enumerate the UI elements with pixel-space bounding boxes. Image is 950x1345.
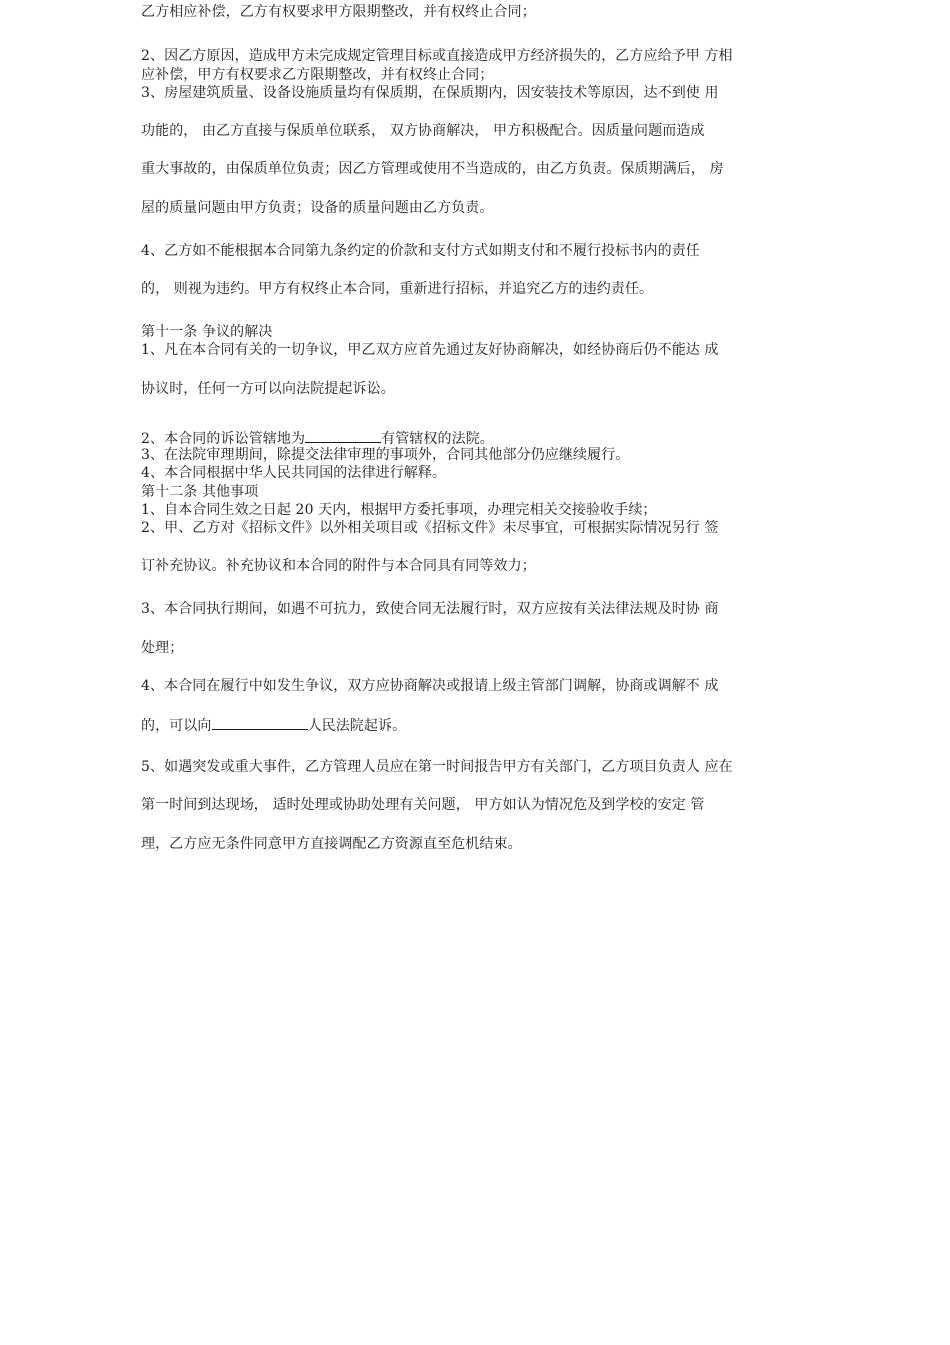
text-line: 2、因乙方原因，造成甲方未完成规定管理目标或直接造成甲方经济损失的，乙方应给予甲 方相 [141,48,733,64]
text-line: 3、在法院审理期间，除提交法律审理的事项外，合同其他部分仍应继续履行。 [141,447,630,463]
text-line: 3、本合同执行期间，如遇不可抗力，致使合同无法履行时，双方应按有关法律法规及时协 商 [141,601,719,617]
text-line: 屋的质量问题由甲方负责；设备的质量问题由乙方负责。 [141,200,494,216]
fill-blank [212,716,308,730]
text-fragment: 人民法院起诉。 [307,718,407,734]
text-line: 第一时间到达现场， 适时处理或协助处理有关问题， 甲方如认为情况危及到学校的安定 管 [141,797,705,813]
text-line [141,429,494,447]
text-line: 3、房屋建筑质量、设备设施质量均有保质期，在保质期内，因安装技术等原因，达不到使 用 [141,85,719,101]
text-line: 5、如遇突发或重大事件，乙方管理人员应在第一时间报告甲方有关部门，乙方项目负责人 应在 [141,759,733,775]
text-line: 订补充协议。补充协议和本合同的附件与本合同具有同等效力； [141,558,536,574]
text-line: 1、自本合同生效之日起 20 天内，根据甲方委托事项，办理完相关交接验收手续； [141,502,657,518]
section-heading: 第十二条 其他事项 [141,484,259,500]
text-line: 4、本合同在履行中如发生争议，双方应协商解决或报请上级主管部门调解，协商或调解不 成 [141,678,719,694]
text-line: 1、凡在本合同有关的一切争议，甲乙双方应首先通过友好协商解决，如经协商后仍不能达 成 [141,342,719,358]
text-line: 乙方相应补偿，乙方有权要求甲方限期整改，并有权终止合同； [141,4,536,20]
text-line: 的， 则视为违约。甲方有权终止本合同，重新进行招标，并追究乙方的违约责任。 [141,281,654,297]
text-line: 2、甲、乙方对《招标文件》以外相关项目或《招标文件》未尽事宜，可根据实际情况另行 签 [141,520,719,536]
text-line: 重大事故的，由保质单位负责；因乙方管理或使用不当造成的，由乙方负责。保质期满后， 房 [141,161,724,177]
text-line: 理，乙方应无条件同意甲方直接调配乙方资源直至危机结束。 [141,836,522,852]
text-line: 应补偿，甲方有权要求乙方限期整改，并有权终止合同； [141,67,494,83]
text-fragment: 2、本合同的诉讼管辖地为 [141,431,306,447]
fill-blank [305,429,381,443]
text-line: 4、乙方如不能根据本合同第九条约定的价款和支付方式如期支付和不履行投标书内的责任 [141,243,700,259]
text-fragment: 有管辖权的法院。 [381,431,494,447]
text-line: 协议时，任何一方可以向法院提起诉讼。 [141,381,395,397]
text-line: 4、本合同根据中华人民共同国的法律进行解释。 [141,465,447,481]
text-line: 处理； [141,640,184,656]
section-heading: 第十一条 争议的解决 [141,324,273,340]
text-line: 功能的， 由乙方直接与保质单位联系， 双方协商解决， 甲方积极配合。因质量问题而造成 [141,123,705,139]
text-fragment: 的，可以向 [141,718,212,734]
text-line [141,716,406,734]
